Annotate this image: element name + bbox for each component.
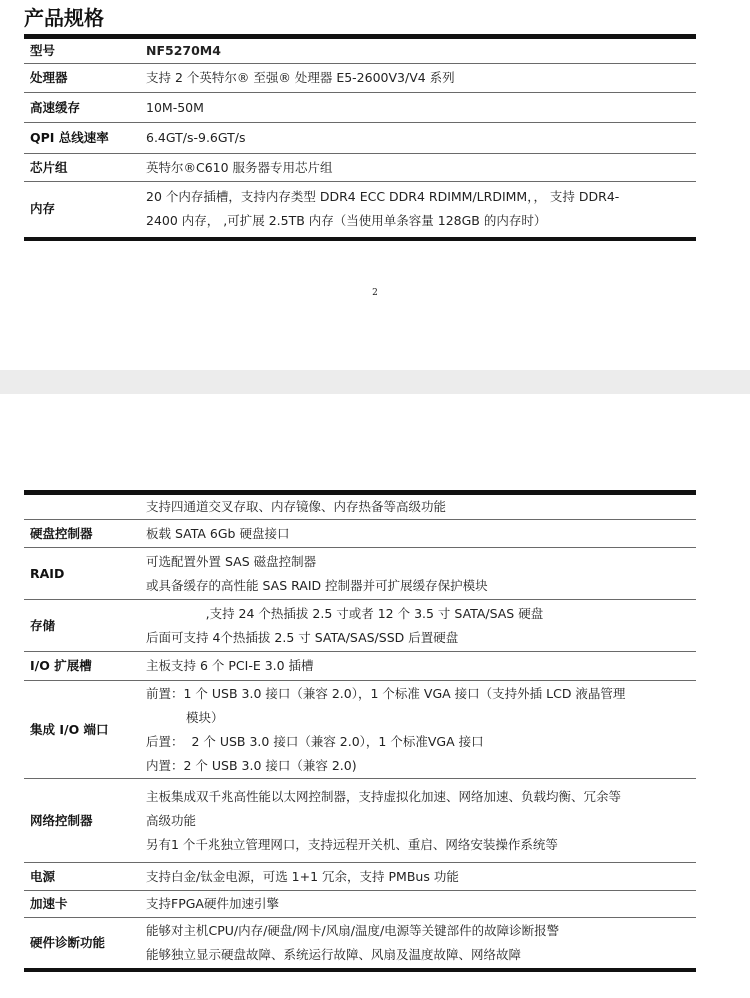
row-label: 内存 (24, 182, 146, 239)
row-label (24, 493, 146, 520)
row-value: 主板集成双千兆高性能以太网控制器，支持虚拟化加速、网络加速、负载均衡、冗余等 高级功能 另有1 个千兆独立管理网口，支持远程开关机、重启、网络安装操作系统等 (146, 779, 696, 863)
table-row (24, 493, 696, 520)
document-page-2 (0, 394, 750, 998)
row-value: NF5270M4 (146, 37, 696, 64)
row-value: 支持FPGA硬件加速引擎 (146, 891, 696, 918)
row-value: 10M-50M (146, 93, 696, 123)
table-row (24, 600, 696, 652)
page-title: 产品规格 (24, 6, 104, 30)
row-value: 支持四通道交叉存取、内存镜像、内存热备等高级功能 (146, 493, 696, 520)
row-value: 6.4GT/s-9.6GT/s (146, 123, 696, 154)
row-label: 型号 (24, 37, 146, 64)
row-label: RAID (24, 548, 146, 600)
spec-table-part-1 (24, 34, 696, 241)
table-row (24, 154, 696, 182)
row-value: 支持白金/钛金电源，可选 1+1 冗余，支持 PMBus 功能 (146, 863, 696, 891)
page-number: 2 (372, 288, 378, 298)
row-label: QPI 总线速率 (24, 123, 146, 154)
row-value: 可选配置外置 SAS 磁盘控制器 或具备缓存的高性能 SAS RAID 控制器并可扩展缓存保护模块 (146, 548, 696, 600)
table-row (24, 548, 696, 600)
row-value: 能够对主机CPU/内存/硬盘/网卡/风扇/温度/电源等关键部件的故障诊断报警 能够独立显示硬盘故障、系统运行故障、风扇及温度故障、网络故障 (146, 918, 696, 970)
table-row (24, 37, 696, 64)
table-row (24, 681, 696, 779)
page-separator (0, 370, 750, 394)
row-label: 集成 I/O 端口 (24, 681, 146, 779)
table-row (24, 652, 696, 681)
table-row (24, 918, 696, 970)
row-label: 存储 (24, 600, 146, 652)
row-label: 高速缓存 (24, 93, 146, 123)
row-label: 硬盘控制器 (24, 520, 146, 548)
table-row (24, 779, 696, 863)
row-value: 前置：1 个 USB 3.0 接口（兼容 2.0），1 个标准 VGA 接口（支持外插 LCD 液晶管理 模块） 后置： 2 个 USB 3.0 接口（兼容 2.0），1 个标准VGA 接口 内置：2 个 USB 3.0 接口（兼容 2.0) (146, 681, 696, 779)
row-value: 主板支持 6 个 PCI-E 3.0 插槽 (146, 652, 696, 681)
row-label: 电源 (24, 863, 146, 891)
table-row (24, 123, 696, 154)
row-label: 加速卡 (24, 891, 146, 918)
table-row (24, 891, 696, 918)
row-value: 板载 SATA 6Gb 硬盘接口 (146, 520, 696, 548)
table-row (24, 93, 696, 123)
row-label: 芯片组 (24, 154, 146, 182)
table-row (24, 863, 696, 891)
spec-table-part-2 (24, 490, 696, 972)
row-value: 20 个内存插槽，支持内存类型 DDR4 ECC DDR4 RDIMM/LRDIMM，， 支持 DDR4- 2400 内存， ,可扩展 2.5TB 内存（当使用单条容量 128GB 的内存时） (146, 182, 696, 239)
row-value: 英特尔®C610 服务器专用芯片组 (146, 154, 696, 182)
table-row (24, 64, 696, 93)
row-value: 支持 2 个英特尔® 至强® 处理器 E5-2600V3/V4 系列 (146, 64, 696, 93)
row-label: 网络控制器 (24, 779, 146, 863)
table-row (24, 520, 696, 548)
table-row (24, 182, 696, 239)
row-label: 硬件诊断功能 (24, 918, 146, 970)
row-label: 处理器 (24, 64, 146, 93)
document-page-1 (0, 0, 750, 370)
row-label: I/O 扩展槽 (24, 652, 146, 681)
row-value: ,支持 24 个热插拔 2.5 寸或者 12 个 3.5 寸 SATA/SAS 硬盘 后面可支持 4个热插拔 2.5 寸 SATA/SAS/SSD 后置硬盘 (146, 600, 696, 652)
